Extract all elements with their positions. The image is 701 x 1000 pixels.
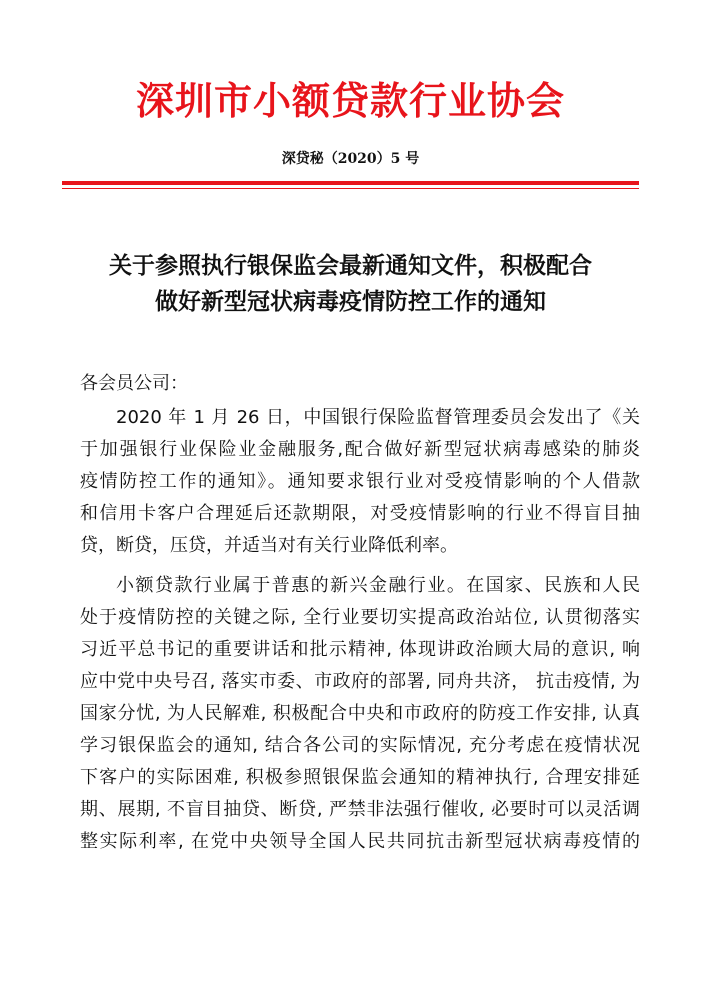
paragraph-line: 应中党中央号召, 落实市委、市政府的部署, 同舟共济， 抗击疫情, 为 <box>80 671 640 692</box>
paragraph-line: 于加强银行业保险业金融服务,配合做好新型冠状病毒感染的肺炎 <box>80 439 640 460</box>
paragraph-line: 贷，断贷，压贷，并适当对有关行业降低利率。 <box>80 535 458 556</box>
paragraph-line: 整实际利率, 在党中央领导全国人民共同抗击新型冠状病毒疫情的 <box>80 831 640 852</box>
paragraph-line: 习近平总书记的重要讲话和批示精神, 体现讲政治顾大局的意识, 响 <box>80 639 640 660</box>
paragraph-line: 国家分忧, 为人民解难, 积极配合中央和市政府的防疫工作安排, 认真 <box>80 703 640 724</box>
header-divider-thin <box>62 188 639 189</box>
paragraph-line: 2020 年 1 月 26 日，中国银行保险监督管理委员会发出了《关 <box>116 407 640 428</box>
paragraph-line: 小额贷款行业属于普惠的新兴金融行业。在国家、民族和人民 <box>116 575 640 596</box>
notice-title-line-2: 做好新型冠状病毒疫情防控工作的通知 <box>155 289 546 315</box>
notice-title <box>60 248 641 320</box>
paragraph-line: 期、展期, 不盲目抽贷、断贷, 严禁非法强行催收, 必要时可以灵活调 <box>80 799 640 820</box>
paragraph-spacer <box>80 562 640 570</box>
salutation: 各会员公司： <box>80 373 188 394</box>
header-divider-thick <box>62 181 639 185</box>
organization-title: 深圳市小额贷款行业协会 <box>135 79 565 123</box>
paragraph-2 <box>80 570 640 858</box>
paragraph-line: 和信用卡客户合理延后还款期限，对受疫情影响的行业不得盲目抽 <box>80 503 640 524</box>
paragraph-line: 下客户的实际困难, 积极参照银保监会通知的精神执行, 合理安排延 <box>80 767 640 788</box>
notice-title-line-1: 关于参照执行银保监会最新通知文件，积极配合 <box>109 253 592 279</box>
notice-body <box>80 402 640 858</box>
document-number: 深贷秘（2020）5 号 <box>281 151 420 167</box>
paragraph-1 <box>80 402 640 562</box>
paragraph-line: 学习银保监会的通知, 结合各公司的实际情况, 充分考虑在疫情状况 <box>80 735 640 756</box>
paragraph-line: 处于疫情防控的关键之际, 全行业要切实提高政治站位, 认贯彻落实 <box>80 607 640 628</box>
paragraph-line: 疫情防控工作的通知》。通知要求银行业对受疫情影响的个人借款 <box>80 471 640 492</box>
